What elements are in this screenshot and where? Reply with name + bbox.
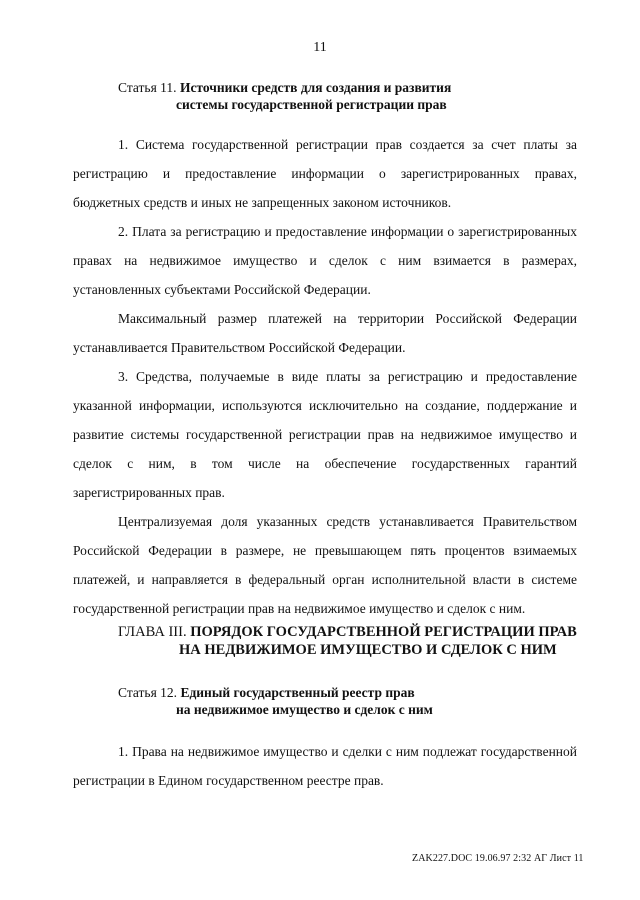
article-11-heading [118,79,451,113]
article-12-paragraph-1: 1. Права на недвижимое имущество и сделки с ним подлежат государственной регистрации в Едином государственном реестре прав. [73,744,577,788]
article-11-paragraph-4: 3. Средства, получаемые в виде платы за регистрацию и предоставление указанной информации, используются исключительно на создание, поддержание и развитие системы государственной регистрации прав на недвижимое имущество и сделок с ним, в том числе на обеспечение государственных гарантий зарегистрированных прав. [73,369,577,500]
article-11-paragraph-2: 2. Плата за регистрацию и предоставление информации о зарегистрированных правах на недвижимое имущество и сделок с ним взимается в размерах, установленных субъектами Российской Федерации. [73,224,577,297]
article-12-heading [118,684,433,718]
chapter-3-label: ГЛАВА III. [118,624,191,640]
article-12-label: Статья 12. [118,685,181,700]
article-11-title-line2: системы государственной регистрации прав [176,97,447,112]
article-11-paragraph-3: Максимальный размер платежей на территории Российской Федерации устанавливается Правительством Российской Федерации. [73,311,577,355]
document-footer: ZAK227.DOC 19.06.97 2:32 АГ Лист 11 [412,853,584,864]
article-12-title-line1: Единый государственный реестр прав [180,685,415,700]
article-11-paragraph-1: 1. Система государственной регистрации прав создается за счет платы за регистрацию и предоставление информации о зарегистрированных правах, бюджетных средств и иных не запрещенных законом источников. [73,137,577,210]
page-number: 11 [313,40,327,55]
article-11-paragraph-5: Централизуемая доля указанных средств устанавливается Правительством Российской Федерации в размере, не превышающем пять процентов взимаемых платежей, и направляется в федеральный орган исполнительной власти в системе государственной регистрации прав на недвижимое имущество и сделок с ним. [73,514,577,616]
chapter-3-heading [118,623,577,659]
article-11-label: Статья 11. [118,80,180,95]
article-11-title-line1: Источники средств для создания и развития [179,80,452,95]
chapter-3-title-line1: ПОРЯДОК ГОСУДАРСТВЕННОЙ РЕГИСТРАЦИИ ПРАВ [190,624,577,640]
article-12-title-line2: на недвижимое имущество и сделок с ним [176,702,433,717]
chapter-3-title-line2: НА НЕДВИЖИМОЕ ИМУЩЕСТВО И СДЕЛОК С НИМ [179,642,557,658]
article-12-body [73,737,577,795]
article-11-body [73,130,577,623]
